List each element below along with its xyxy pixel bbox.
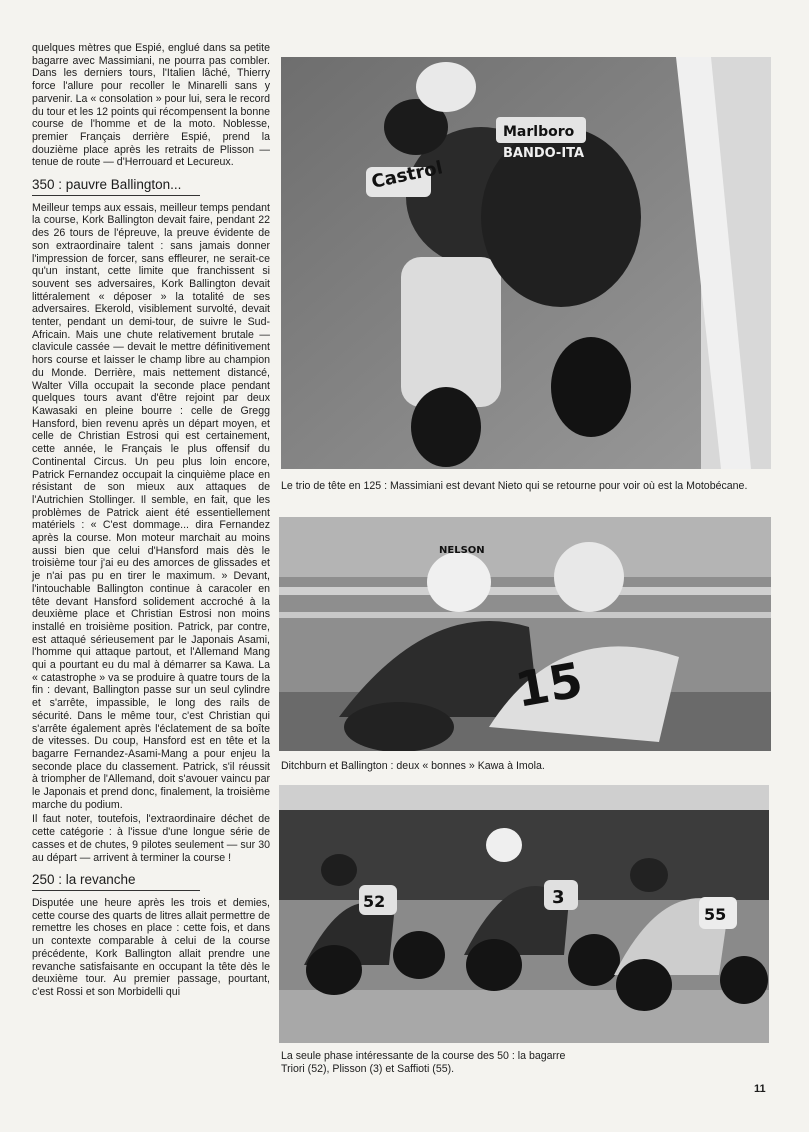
castrol-text: Castrol [369,157,445,193]
intro-paragraph: quelques mètres que Espié, englué dans sa petite bagarre avec Massimiani, ne pourra pas combler. Dans les derniers tours, l'Italien lâché, Thierry force l'allure pour recoller le Minarelli sans y parvenir. La « consolation » pour lui, sera le record du tour et les 12 points qui récompensent la bonne course de l'homme et de la moto. Noblesse, premier Français derrière Espié, prend la douzième place après les retraits de Plisson — tenue de route — d'Herrouard et Lecureux. [32,42,270,169]
article-text-column [32,42,270,1001]
section-title-250: 250 : la revanche [32,874,200,891]
photo-50cc-race [279,785,769,1043]
bike-55-text: 55 [704,905,727,924]
page-number: 11 [754,1083,766,1095]
section-250-paragraph-1: Disputée une heure après les trois et demies, cette course des quarts de litres allait permettre de remettre les choses en place : cette fois, et dans un contexte comparable à celui de la course précédente, Kork Ballington allait prendre une revanche satisfaisante en occupant la tête dès le deuxième tour. Au premier passage, pourtant, c'est Rossi et son Morbidelli qui [32,897,270,998]
section-350-paragraph-2: Il faut noter, toutefois, l'extraordinaire déchet de cette catégorie : à l'issue d'une longue série de casses et de chutes, 9 pilotes seulement — sur 30 au départ — arrivent à terminer la course ! [32,813,270,864]
section-title-350: 350 : pauvre Ballington... [32,179,200,196]
marlboro-text: Marlboro [503,124,575,140]
photo-kawa-image [279,517,771,751]
bando-text: BANDO-ITA [503,146,585,161]
photo-ditchburn-ballington [279,517,771,751]
bike-3-text: 3 [552,887,565,908]
helmet-text: NELSON [439,545,485,556]
photo-kawa-caption: Ditchburn et Ballington : deux « bonnes » Kawa à Imola. [281,760,545,772]
photo-50cc-image [279,785,769,1043]
section-350-paragraph-1: Meilleur temps aux essais, meilleur temps pendant la course, Kork Ballington devait faire, pendant 22 des 26 tours de l'épreuve, la preuve évidente de son extraordinaire talent : sans jamais donner l'impression de forcer, sans effleurer, ne serait-ce qu'un instant, cette limite que franchissent si souvent ses adversaires, Kork Ballington devait littéralement « déposer » la totalité de ses adversaires. Ekerold, visiblement survolté, devait tenter, pendant un demi-tour, de suivre le Sud-Africain. Mais une chute relativement brutale — clavicule cassée — devait le mettre définitivement hors course et laisser le champ libre au champion du Monde. Derrière, mais nettement distancé, Walter Villa occupait la seconde place pendant quelques tours avant d'être rejoint par deux Kawasaki en pleine bourre : celle de Gregg Hansford, bien revenu après un départ moyen, et celle de Christian Estrosi qui est certainement, cette année, le Français le plus offensif du Continental Circus. Un peu plus loin encore, Patrick Fernandez occupait la cinquième place en résistant de son mieux aux attaques de l'Autrichien Stollinger. Il semble, en fait, que les problèmes de Patrick aient été essentiellement matériels : « C'est dommage... dira Fernandez après la course. Mon moteur marchait au moins aussi bien que celui d'Hansford mais dès le troisième tour j'ai eu des amorces de glissades et je n'ai pas pu en tirer le maximum. » Devant, l'intouchable Ballington continue à caracoler en tête devant Hansford solidement accroché à la deuxième place et Christian Estrosi non moins installé en troisième position. Patrick, par contre, est attaqué sérieusement par le Japonais Asami, l'homme qui attaque partout, et l'Allemand Mang qui a pourtant eu du mal à démarrer sa Kawa. La « catastrophe » va se produire à quatre tours de la fin : devant, Ballington passe sur un seul cylindre et s'arrête, impassible, le long des rails de sécurité. Dans le même tour, c'est Christian qui s'arrête également après l'éclatement de sa boîte de vitesses. Du coup, Hansford est en tête et la bagarre Fernandez-Asami-Mang a pour enjeu la seconde place du classement. Patrick, s'il réussit à triompher de l'Allemand, doit s'avouer vaincu par le Japonais et prend donc, finalement, la troisième marche du podium. [32,201,270,811]
bike-number-text: 15 [511,652,587,719]
photo-50cc-caption: La seule phase intéressante de la course des 50 : la bagarre Triori (52), Plisson (3) et Saffioti (55). [281,1050,566,1075]
photo-125-image [281,57,771,469]
photo-125-leaders [281,57,771,469]
photo-125-caption: Le trio de tête en 125 : Massimiani est devant Nieto qui se retourne pour voir où est la Motobécane. [281,480,748,492]
bike-52-text: 52 [363,892,386,911]
